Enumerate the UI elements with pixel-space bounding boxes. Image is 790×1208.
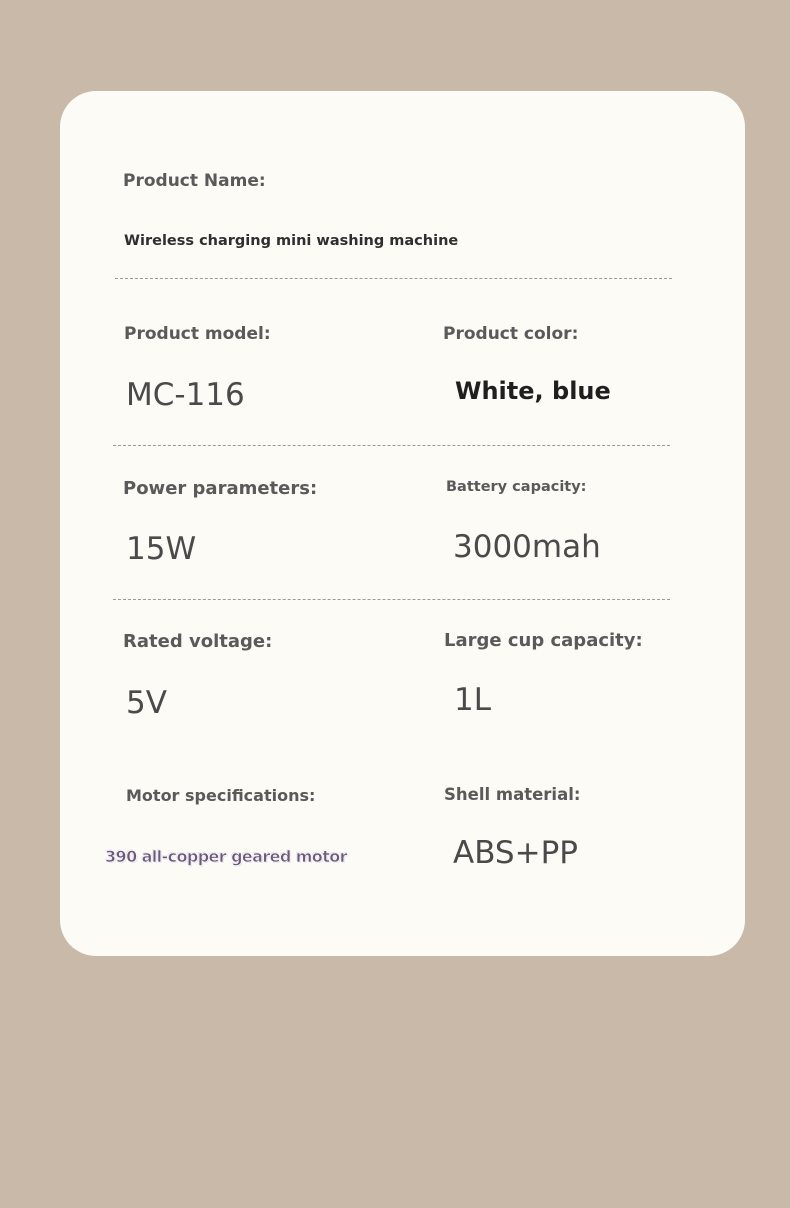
cup-capacity-value: 1L <box>454 682 491 718</box>
rated-voltage-value: 5V <box>126 685 167 721</box>
shell-material-value: ABS+PP <box>453 835 578 871</box>
divider <box>113 445 670 446</box>
divider <box>115 278 672 279</box>
spec-card <box>60 91 745 956</box>
battery-capacity-label: Battery capacity: <box>446 479 587 495</box>
product-model-value: MC-116 <box>126 377 245 413</box>
divider <box>113 599 670 600</box>
product-name-label: Product Name: <box>123 171 266 191</box>
product-name-value: Wireless charging mini washing machine <box>124 233 459 249</box>
power-parameters-label: Power parameters: <box>123 478 318 499</box>
product-model-label: Product model: <box>124 324 271 344</box>
rated-voltage-label: Rated voltage: <box>123 631 273 652</box>
motor-specifications-value: 390 all-copper geared motor <box>105 847 347 866</box>
battery-capacity-value: 3000mah <box>453 529 601 565</box>
product-color-label: Product color: <box>443 324 579 344</box>
shell-material-label: Shell material: <box>444 785 581 804</box>
power-parameters-value: 15W <box>126 531 197 567</box>
motor-specifications-label: Motor specifications: <box>126 786 316 805</box>
cup-capacity-label: Large cup capacity: <box>444 630 643 651</box>
product-color-value: White, blue <box>455 377 611 405</box>
